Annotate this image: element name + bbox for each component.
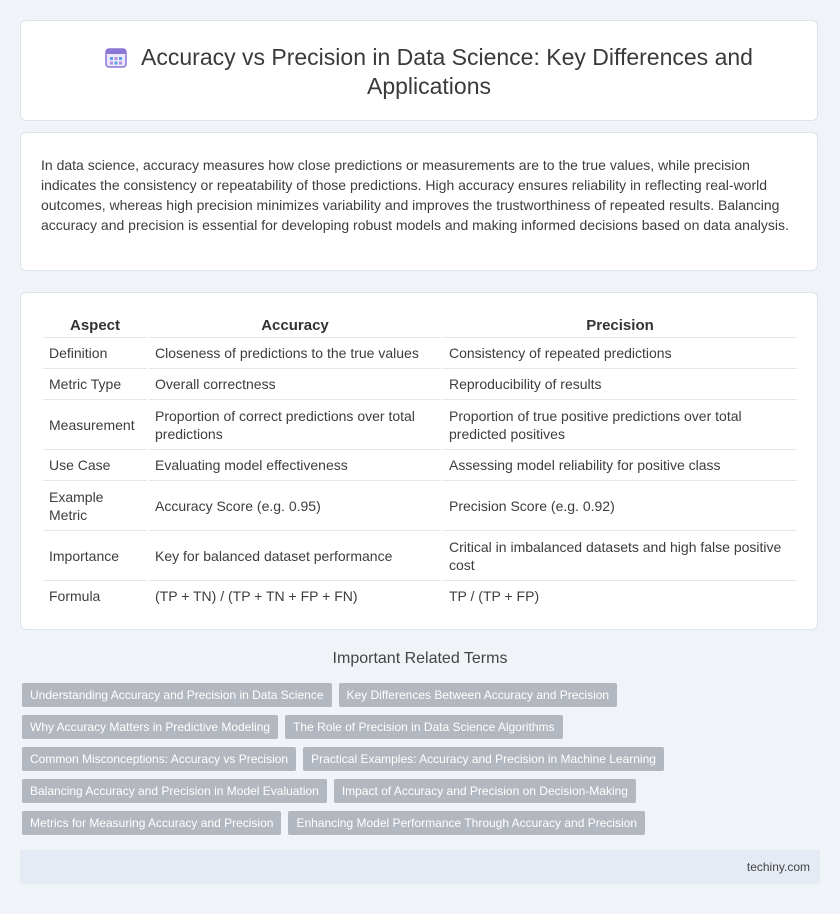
table-cell: Reproducibility of results xyxy=(443,368,797,399)
related-term-tag[interactable]: Key Differences Between Accuracy and Precision xyxy=(339,683,618,707)
table-cell: Definition xyxy=(43,337,147,368)
column-header-aspect: Aspect xyxy=(69,317,121,334)
tag-row xyxy=(22,683,782,707)
table-cell: Consistency of repeated predictions xyxy=(443,337,797,368)
table-cell: Evaluating model effectiveness xyxy=(149,449,441,480)
comparison-table xyxy=(41,315,799,611)
tag-row xyxy=(22,811,782,835)
related-term-tag[interactable]: Impact of Accuracy and Precision on Decision-Making xyxy=(334,779,636,803)
page-title-wrap xyxy=(81,43,777,101)
related-term-tag[interactable]: Balancing Accuracy and Precision in Model Evaluation xyxy=(22,779,327,803)
related-term-tag[interactable]: Understanding Accuracy and Precision in Data Science xyxy=(22,683,332,707)
table-cell: Proportion of correct predictions over total predictions xyxy=(149,399,441,449)
table-row xyxy=(43,368,797,399)
footer xyxy=(20,850,820,884)
intro-card xyxy=(20,132,818,271)
table-cell: Metric Type xyxy=(43,368,147,399)
table-cell: Critical in imbalanced datasets and high false positive cost xyxy=(443,530,797,580)
table-cell: Closeness of predictions to the true values xyxy=(149,337,441,368)
table-cell: Formula xyxy=(43,580,147,611)
table-cell: Accuracy Score (e.g. 0.95) xyxy=(149,480,441,530)
related-term-tag[interactable]: Enhancing Model Performance Through Accuracy and Precision xyxy=(288,811,645,835)
table-row xyxy=(43,530,797,580)
related-term-tag[interactable]: Practical Examples: Accuracy and Precision in Machine Learning xyxy=(303,747,664,771)
table-row xyxy=(43,480,797,530)
table-row xyxy=(43,399,797,449)
table-cell: Precision Score (e.g. 0.92) xyxy=(443,480,797,530)
related-term-tag[interactable]: Metrics for Measuring Accuracy and Precision xyxy=(22,811,281,835)
table-row xyxy=(43,580,797,611)
column-header-accuracy: Accuracy xyxy=(261,317,329,334)
table-cell: Key for balanced dataset performance xyxy=(149,530,441,580)
table-header-row xyxy=(43,315,797,337)
calendar-icon xyxy=(105,46,127,68)
column-header-precision: Precision xyxy=(586,317,654,334)
table-cell: (TP + TN) / (TP + TN + FP + FN) xyxy=(149,580,441,611)
table-cell: Proportion of true positive predictions over total predicted positives xyxy=(443,399,797,449)
tag-row xyxy=(22,779,782,803)
related-terms-list xyxy=(22,683,782,843)
table-cell: TP / (TP + FP) xyxy=(443,580,797,611)
table-cell: Assessing model reliability for positive class xyxy=(443,449,797,480)
related-term-tag[interactable]: Common Misconceptions: Accuracy vs Precision xyxy=(22,747,296,771)
table-cell: Measurement xyxy=(43,399,147,449)
footer-brand[interactable]: techiny.com xyxy=(746,860,810,874)
table-cell: Overall correctness xyxy=(149,368,441,399)
table-cell: Example Metric xyxy=(43,480,147,530)
table-cell: Importance xyxy=(43,530,147,580)
page-title: Accuracy vs Precision in Data Science: Key Differences and Applications xyxy=(141,44,753,99)
tag-row xyxy=(22,715,782,739)
title-card xyxy=(20,20,818,121)
table-row xyxy=(43,449,797,480)
related-terms-title: Important Related Terms xyxy=(332,650,508,667)
related-term-tag[interactable]: The Role of Precision in Data Science Algorithms xyxy=(285,715,562,739)
table-cell: Use Case xyxy=(43,449,147,480)
related-term-tag[interactable]: Why Accuracy Matters in Predictive Modeling xyxy=(22,715,278,739)
tag-row xyxy=(22,747,782,771)
table-row xyxy=(43,337,797,368)
comparison-card xyxy=(20,292,818,630)
intro-paragraph: In data science, accuracy measures how close predictions or measurements are to the true values, while precision indicates the consistency or repeatability of those predictions. High accuracy ensures reliability in reflecting real-world outcomes, whereas high precision minimizes variability and improves the trustworthiness of repeated results. Balancing accuracy and precision is essential for developing robust models and making informed decisions based on data analysis. xyxy=(41,157,789,233)
